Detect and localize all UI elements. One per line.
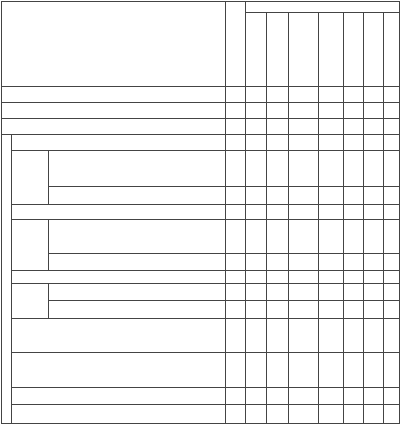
row-5-value-6 [363,186,383,204]
row-7-value-2 [266,219,288,253]
grid-hline [11,404,399,405]
row-0-value-6 [363,86,383,102]
row-1-value-2 [266,102,288,118]
row-10-value-0 [225,283,245,300]
row-2-value-3 [288,118,318,134]
row-15-value-6 [363,404,383,423]
row-13-value-3 [288,352,318,387]
row-13-value-0 [225,352,245,387]
row-7-value-0 [225,219,245,253]
row-11-value-2 [266,300,288,318]
row-3-label [11,134,225,150]
grid-hline [48,253,399,254]
header-col-3 [318,12,343,86]
row-14-value-6 [363,387,383,404]
header-col-5 [363,12,383,86]
row-2-value-2 [266,118,288,134]
row-15-value-0 [225,404,245,423]
row-6-value-2 [266,204,288,219]
row-1-value-1 [245,102,266,118]
row-8-value-3 [288,253,318,270]
grid-hline [11,219,399,220]
row-10-label [48,283,225,300]
grid-hline [11,150,399,151]
row-7-value-6 [363,219,383,253]
header-col-1 [266,12,288,86]
row-2-value-4 [318,118,343,134]
row-12-value-1 [245,318,266,352]
row-1-value-5 [343,102,363,118]
row-9-label [11,270,225,283]
row-0-label [1,86,225,102]
grid-hline [48,186,399,187]
grid-hline [11,352,399,353]
row-14-value-2 [266,387,288,404]
row-5-value-1 [245,186,266,204]
grid-vline [318,12,319,423]
row-11-value-5 [343,300,363,318]
header-total [225,1,245,86]
grid-hline [1,1,399,2]
row-15-value-3 [288,404,318,423]
grid-hline [11,387,399,388]
grid-hline [1,86,399,87]
row-11-value-1 [245,300,266,318]
row-2-value-0 [225,118,245,134]
row-15-value-2 [266,404,288,423]
row-2-value-5 [343,118,363,134]
row-15-value-1 [245,404,266,423]
row-6-value-4 [318,204,343,219]
iz-nih-1 [11,219,48,270]
header-indicator [1,1,225,86]
row-0-value-1 [245,86,266,102]
row-6-value-5 [343,204,363,219]
grid-hline [48,300,399,301]
row-3-value-5 [343,134,363,150]
row-11-value-4 [318,300,343,318]
row-10-value-4 [318,283,343,300]
grid-hline [1,423,399,424]
row-12-value-5 [343,318,363,352]
row-5-value-3 [288,186,318,204]
row-12-value-4 [318,318,343,352]
row-13-value-6 [363,352,383,387]
row-11-value-3 [288,300,318,318]
row-8-value-6 [363,253,383,270]
side-label [1,134,11,423]
row-12-value-3 [288,318,318,352]
row-12-value-6 [363,318,383,352]
row-0-value-2 [266,86,288,102]
row-4-value-2 [266,150,288,186]
row-8-value-4 [318,253,343,270]
row-4-value-1 [245,150,266,186]
row-10-value-5 [343,283,363,300]
row-6-value-3 [288,204,318,219]
row-8-label [48,253,225,270]
grid-vline [266,12,267,423]
grid-vline [11,134,12,423]
row-4-label [48,150,225,186]
row-5-value-4 [318,186,343,204]
row-15-value-5 [343,404,363,423]
row-10-value-6 [363,283,383,300]
grid-hline [11,283,399,284]
grid-vline [343,12,344,423]
row-3-value-2 [266,134,288,150]
row-1-value-6 [363,102,383,118]
row-3-value-4 [318,134,343,150]
row-2-value-1 [245,118,266,134]
row-0-value-3 [288,86,318,102]
row-1-value-0 [225,102,245,118]
row-9-value-3 [288,270,318,283]
grid-vline [48,150,49,204]
row-12-value-0 [225,318,245,352]
row-13-value-1 [245,352,266,387]
grid-hline [1,134,399,135]
row-0-value-0 [225,86,245,102]
row-1-value-3 [288,102,318,118]
row-8-value-2 [266,253,288,270]
grid-hline [11,270,399,271]
row-5-value-2 [266,186,288,204]
row-0-value-5 [343,86,363,102]
grid-vline [245,1,246,423]
row-14-label [11,387,225,404]
grid-vline [363,12,364,423]
row-0-value-4 [318,86,343,102]
row-11-label [48,300,225,318]
row-6-value-6 [363,204,383,219]
row-9-value-1 [245,270,266,283]
row-4-value-5 [343,150,363,186]
row-14-value-0 [225,387,245,404]
grid-hline [1,118,399,119]
row-14-value-4 [318,387,343,404]
grid-vline [383,12,384,423]
grid-vline [48,283,49,318]
iz-nih-2 [11,283,48,318]
row-6-value-1 [245,204,266,219]
row-13-value-4 [318,352,343,387]
header-col-6 [383,12,399,86]
row-11-value-0 [225,300,245,318]
row-4-value-4 [318,150,343,186]
row-7-value-5 [343,219,363,253]
row-7-label [48,219,225,253]
row-14-value-1 [245,387,266,404]
row-10-value-1 [245,283,266,300]
row-5-value-0 [225,186,245,204]
row-7-value-4 [318,219,343,253]
header-col-2 [288,12,318,86]
row-3-value-1 [245,134,266,150]
row-13-label [11,352,225,387]
row-1-value-4 [318,102,343,118]
row-4-value-0 [225,150,245,186]
row-15-value-4 [318,404,343,423]
row-6-label [11,204,225,219]
row-11-value-6 [363,300,383,318]
row-14-value-5 [343,387,363,404]
row-13-value-2 [266,352,288,387]
row-8-value-1 [245,253,266,270]
header-including [245,1,399,12]
grid-vline [1,1,2,424]
row-12-label [11,318,225,352]
row-9-value-2 [266,270,288,283]
row-7-value-3 [288,219,318,253]
row-9-value-5 [343,270,363,283]
row-5-value-5 [343,186,363,204]
grid-hline [245,12,399,13]
row-9-value-0 [225,270,245,283]
row-4-value-6 [363,150,383,186]
grid-hline [11,318,399,319]
grid-vline [48,219,49,270]
row-4-value-3 [288,150,318,186]
iz-nih-0 [11,150,48,204]
header-col-0 [245,12,266,86]
header-col-4 [343,12,363,86]
grid-hline [1,102,399,103]
grid-vline [225,1,226,423]
row-10-value-2 [266,283,288,300]
row-9-value-4 [318,270,343,283]
row-6-value-0 [225,204,245,219]
row-3-value-0 [225,134,245,150]
row-3-value-3 [288,134,318,150]
row-3-value-6 [363,134,383,150]
row-15-label [11,404,225,423]
row-9-value-6 [363,270,383,283]
row-14-value-3 [288,387,318,404]
row-7-value-1 [245,219,266,253]
row-5-label [48,186,225,204]
row-2-value-6 [363,118,383,134]
grid-hline [11,204,399,205]
row-2-label [1,118,225,134]
row-13-value-5 [343,352,363,387]
row-1-label [1,102,225,118]
row-8-value-5 [343,253,363,270]
row-12-value-2 [266,318,288,352]
grid-vline [288,12,289,423]
row-8-value-0 [225,253,245,270]
row-10-value-3 [288,283,318,300]
